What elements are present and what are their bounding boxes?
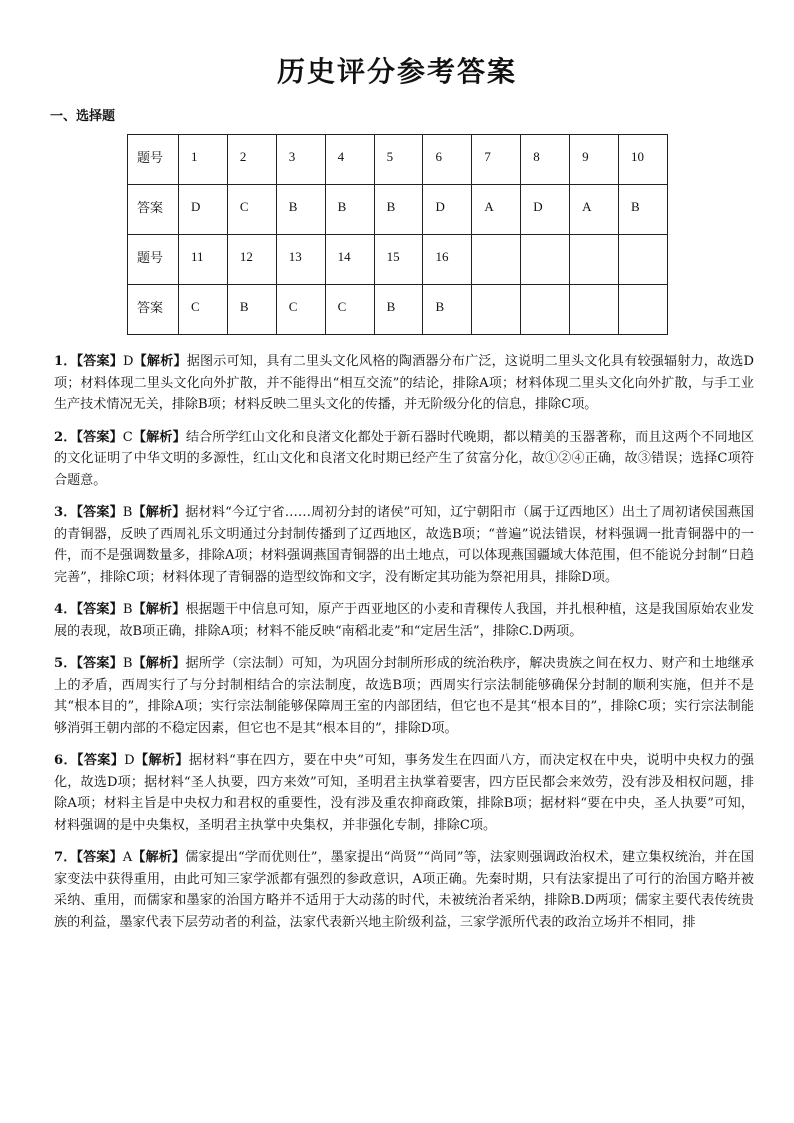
- table-cell: 15: [374, 235, 423, 285]
- answer-letter: B: [122, 656, 133, 671]
- table-cell: 9: [570, 135, 619, 185]
- explanation-item: [54, 653, 754, 739]
- table-row: [128, 185, 668, 235]
- answer-tag: 【答案】: [76, 753, 125, 768]
- answer-tag: 【答案】: [76, 850, 123, 865]
- table-cell: [472, 285, 521, 335]
- item-number: 5．: [54, 656, 77, 671]
- table-cell: 14: [325, 235, 374, 285]
- row-label: 答案: [128, 185, 179, 235]
- table-cell: 5: [374, 135, 423, 185]
- item-number: 3．: [54, 505, 77, 520]
- analysis-text: 据材料“事在四方，要在中央”可知，事务发生在四面八方，而决定权在中央，说明中央权力的强化，故选D项；据材料“圣人执要，四方来效”可知，圣明君主执掌着要害，四方臣民都会来效劳，没有涉及相权问题，排除A项；材料主旨是中央权力和君权的重要性，没有涉及重农抑商政策，排除B项；据材料“要在中央，圣人执要”可知，材料强调的是中央集权，圣明君主执掌中央集权，并非强化专制，排除C项。: [54, 753, 754, 833]
- row-label: 答案: [128, 285, 179, 335]
- table-cell: 7: [472, 135, 521, 185]
- table-cell: 4: [325, 135, 374, 185]
- table-cell: D: [423, 185, 472, 235]
- page-title: 历史评分参考答案: [276, 55, 517, 88]
- table-cell: B: [227, 285, 276, 335]
- analysis-text: 结合所学红山文化和良渚文化都处于新石器时代晚期，都以精美的玉器著称，而且这两个不同地区的文化证明了中华文明的多源性，红山文化和良渚文化时期已经产生了贫富分化，故①②④正确，故③错误；选择C项符合题意。: [54, 429, 755, 488]
- table-cell: 8: [521, 135, 570, 185]
- explanation-item: [54, 502, 754, 588]
- answer-tag: 【答案】: [76, 429, 123, 445]
- item-number: 7．: [54, 850, 77, 865]
- table-cell: 12: [227, 235, 276, 285]
- table-cell: 16: [423, 235, 472, 285]
- table-cell: 6: [423, 135, 472, 185]
- table-cell: B: [374, 285, 423, 335]
- table-cell: D: [521, 185, 570, 235]
- table-cell: C: [179, 285, 228, 335]
- table-cell: B: [423, 285, 472, 335]
- analysis-tag: 【解析】: [132, 850, 186, 865]
- explanation-item: [54, 599, 754, 642]
- analysis-text: 儒家提出“学而优则仕”，墨家提出“尚贤”“尚同”等，法家则强调政治权术，建立集权统治，并在国家变法中获得重用，由此可知三家学派都有强烈的参政意识，A项正确。先秦时期，只有法家提出了可行的治国方略并被采纳、重用，而儒家和墨家的治国方略并不适用于大动荡的时代，未被统治者采纳，排除B.D两项；儒家主要代表传统贵族的利益，墨家代表下层劳动者的利益，法家代表新兴地主阶级利益，三家学派所代表的政治立场并不相同，排: [54, 850, 754, 930]
- table-cell: [521, 285, 570, 335]
- table-cell: C: [227, 185, 276, 235]
- table-cell: [472, 235, 521, 285]
- table-cell: [619, 235, 668, 285]
- analysis-tag: 【解析】: [134, 753, 189, 768]
- table-cell: A: [570, 185, 619, 235]
- table-cell: 2: [227, 135, 276, 185]
- analysis-text: 据图示可知，具有二里头文化风格的陶酒器分布广泛，这说明二里头文化具有较强辐射力，故选D项；材料体现二里头文化向外扩散，并不能得出“相互交流”的结论，排除A项；材料体现二里头文化向外扩散，与手工业生产技术情况无关，排除B项；材料反映二里头文化的传播，并无阶级分化的信息，排除C项。: [54, 354, 754, 412]
- analysis-tag: 【解析】: [132, 656, 186, 671]
- table-cell: [570, 235, 619, 285]
- item-number: 4．: [54, 602, 77, 617]
- analysis-tag: 【解析】: [132, 505, 186, 520]
- section-heading-multiple-choice: 一、选择题: [50, 109, 116, 124]
- answer-letter: C: [122, 429, 133, 445]
- analysis-text: 据所学（宗法制）可知，为巩固分封制所形成的统治秩序，解决贵族之间在权力、财产和土地继承上的矛盾，西周实行了与分封制相结合的宗法制度，故选B项；西周实行宗法制能够确保分封制的顺利实施，但并不是其“根本目的”，排除A项；实行宗法制能够保障周王室的内部团结，但它也不是其“根本目的”，排除C项；实行宗法制能够消弭王朝内部的不稳定因素，但它也不是其“根本目的”，排除D项。: [54, 656, 754, 736]
- table-row: [128, 235, 668, 285]
- item-number: 2．: [54, 429, 77, 445]
- table-cell: 1: [179, 135, 228, 185]
- analysis-text: 根据题干中信息可知，原产于西亚地区的小麦和青稞传人我国，并扎根种植，这是我国原始农业发展的表现，故B项正确，排除A项；材料不能反映“南稻北麦”和“定居生活”，排除C.D两项。: [54, 602, 754, 639]
- analysis-text: 据材料“今辽宁省……周初分封的诸侯”可知，辽宁朝阳市（属于辽西地区）出土了周初诸侯国燕国的青铜器，反映了西周礼乐文明通过分封制传播到了辽西地区，故选B项；“普遍”说法错误，材料强调一批青铜器中的一件，而不是强调数量多，排除A项；材料强调燕国青铜器的出土地点，可以体现燕国疆域大体范围，但不能说分封制“日趋完善”，排除C项；材料体现了青铜器的造型纹饰和文字，没有断定其功能为祭祀用具，排除D项。: [54, 505, 754, 585]
- explanation-item: [54, 750, 754, 836]
- table-cell: B: [374, 185, 423, 235]
- table-cell: C: [276, 285, 325, 335]
- table-cell: D: [179, 185, 228, 235]
- table-cell: B: [619, 185, 668, 235]
- answer-letter: D: [124, 753, 135, 768]
- table-cell: A: [472, 185, 521, 235]
- analysis-tag: 【解析】: [132, 602, 186, 617]
- table-cell: [570, 285, 619, 335]
- answer-letter: B: [122, 505, 133, 520]
- answer-letter: D: [123, 354, 134, 369]
- analysis-tag: 【解析】: [132, 429, 186, 445]
- table-row: [128, 135, 668, 185]
- row-label: 题号: [128, 135, 179, 185]
- explanation-item: [54, 351, 754, 416]
- item-number: 6．: [54, 753, 77, 768]
- answer-letter: A: [122, 850, 133, 865]
- answer-tag: 【答案】: [76, 505, 123, 520]
- answer-tag: 【答案】: [76, 656, 123, 671]
- table-cell: 3: [276, 135, 325, 185]
- explanation-item: [54, 427, 754, 492]
- table-cell: 10: [619, 135, 668, 185]
- table-cell: B: [276, 185, 325, 235]
- table-cell: [521, 235, 570, 285]
- table-cell: 13: [276, 235, 325, 285]
- analysis-tag: 【解析】: [133, 354, 187, 369]
- table-cell: B: [325, 185, 374, 235]
- table-row: [128, 285, 668, 335]
- table-cell: 11: [179, 235, 228, 285]
- row-label: 题号: [128, 235, 179, 285]
- item-number: 1．: [54, 354, 77, 369]
- explanation-list: [54, 351, 754, 933]
- answer-table: [127, 134, 668, 335]
- answer-letter: B: [122, 602, 133, 617]
- explanation-item: [54, 847, 754, 933]
- answer-tag: 【答案】: [76, 602, 123, 617]
- answer-tag: 【答案】: [76, 354, 124, 369]
- table-cell: C: [325, 285, 374, 335]
- table-cell: [619, 285, 668, 335]
